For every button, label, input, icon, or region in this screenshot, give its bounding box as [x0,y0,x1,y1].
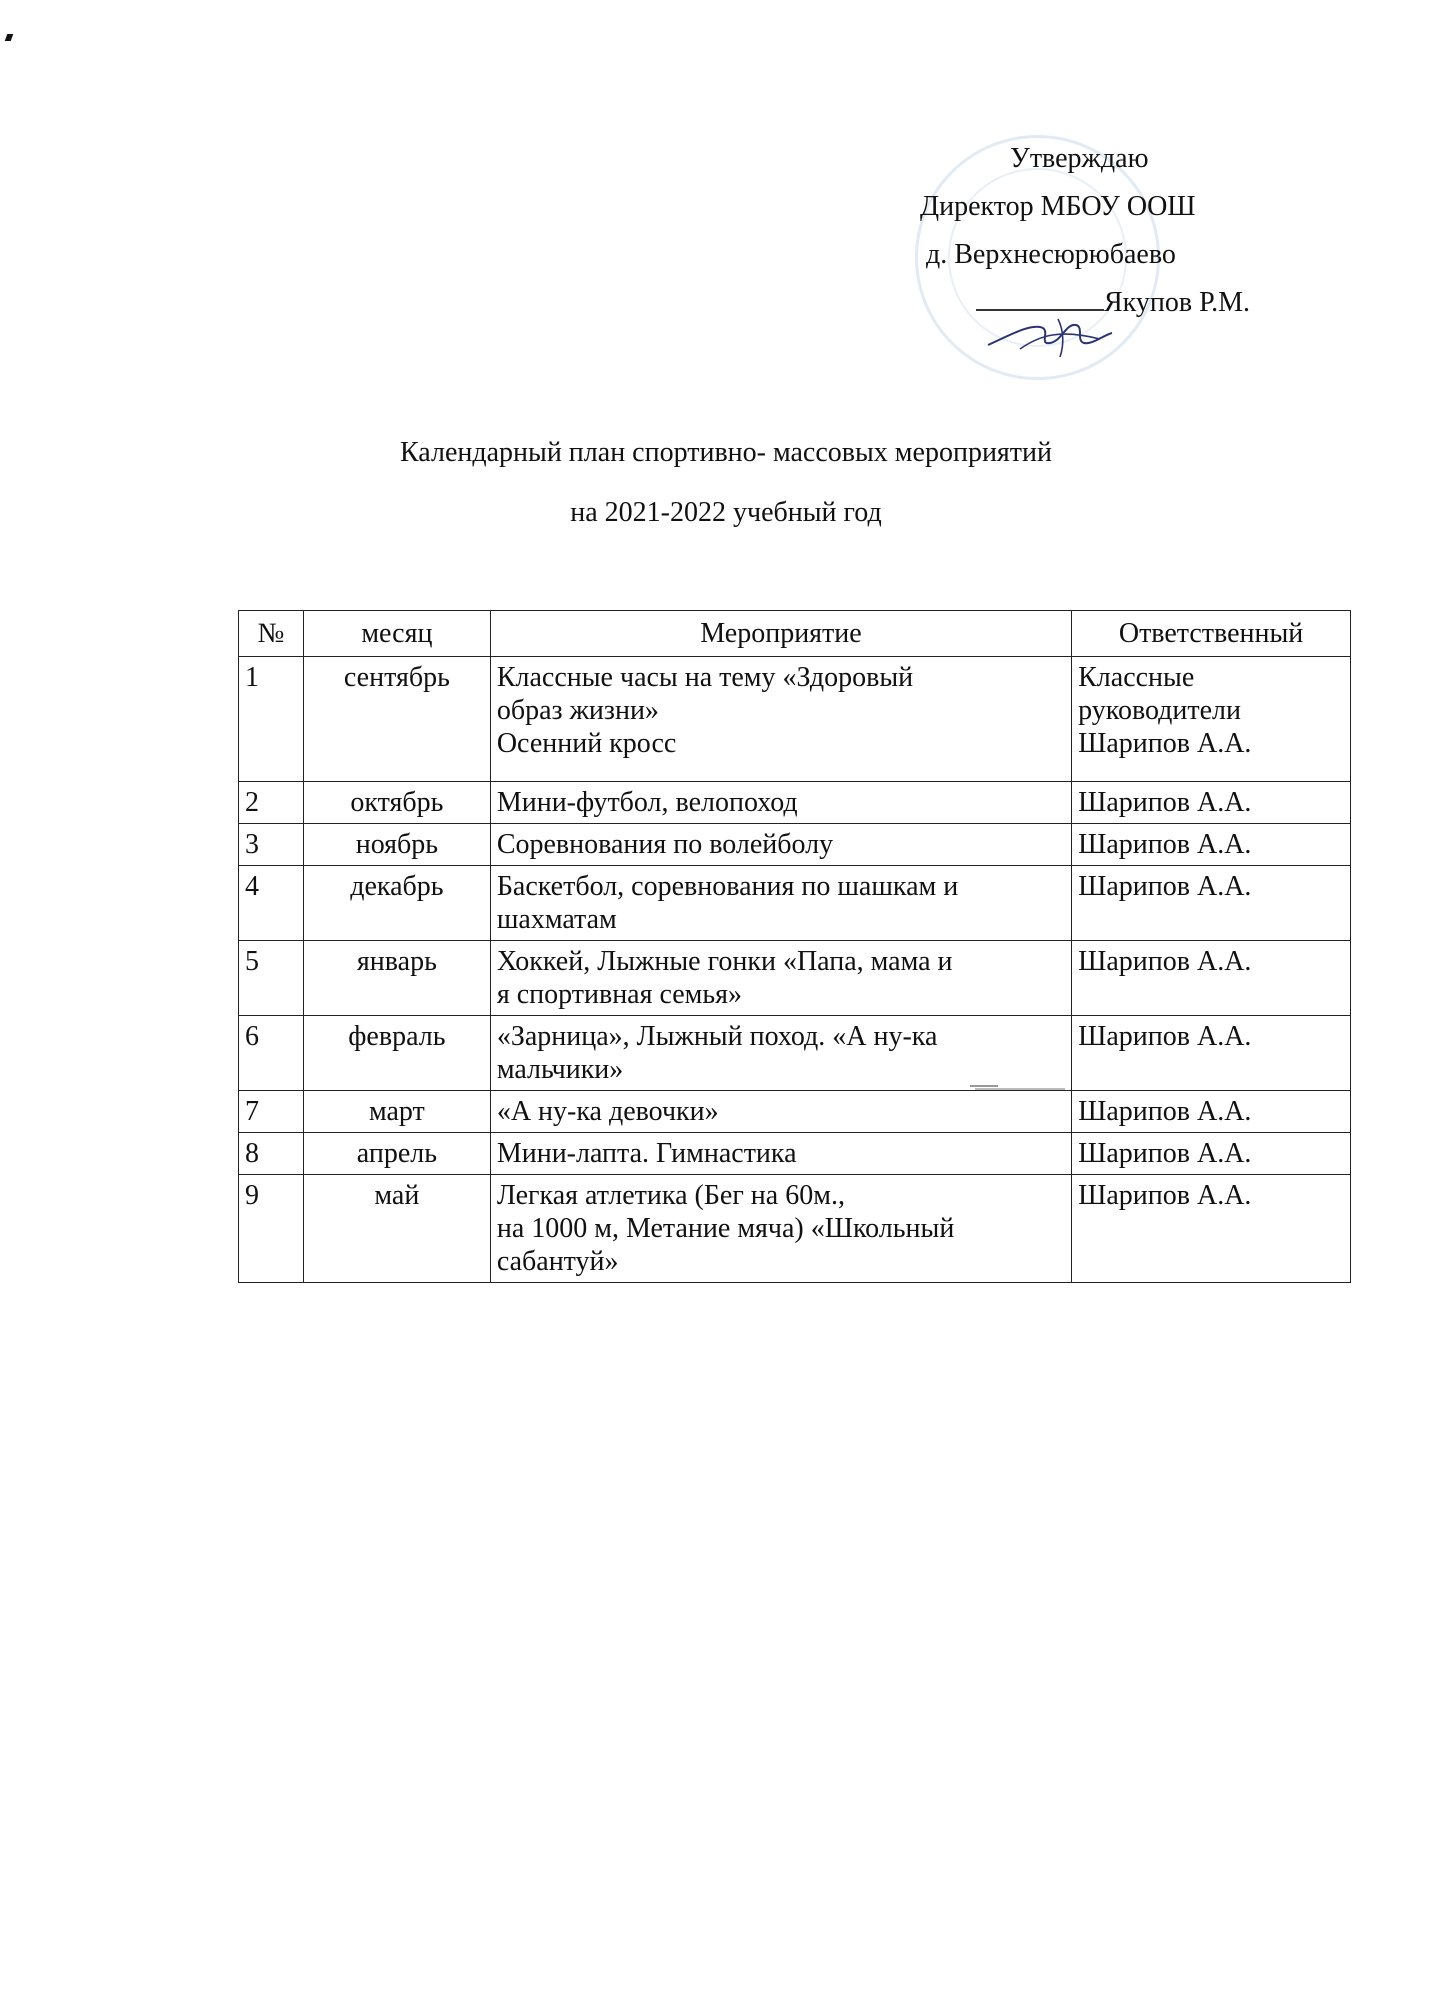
cell-num: 9 [239,1175,304,1283]
cell-event: Баскетбол, соревнования по шашкам и шахматам [490,866,1071,941]
cell-responsible: Шарипов А.А. [1072,941,1351,1016]
cell-num: 3 [239,824,304,866]
cell-event: Классные часы на тему «Здоровый образ жизни» Осенний кросс [490,657,1071,782]
cell-event: «А ну-ка девочки» [490,1091,1071,1133]
cell-month: октябрь [303,782,490,824]
cell-responsible: Шарипов А.А. [1072,1175,1351,1283]
events-table [238,610,1351,1283]
table-row [239,1016,1351,1091]
scan-speck [970,1085,998,1087]
cell-event: Соревнования по волейболу [490,824,1071,866]
cell-responsible: Шарипов А.А. [1072,1091,1351,1133]
cell-month: декабрь [303,866,490,941]
cell-event: Мини-футбол, велопоход [490,782,1071,824]
header-responsible: Ответственный [1072,611,1351,657]
document-subtitle: на 2021-2022 учебный год [570,497,882,528]
cell-num: 4 [239,866,304,941]
table-header-row [239,611,1351,657]
table-row [239,941,1351,1016]
cell-month: май [303,1175,490,1283]
table-row [239,824,1351,866]
approval-location: д. Верхнесюрюбаево [926,239,1176,270]
approval-heading: Утверждаю [1010,143,1149,174]
cell-month: март [303,1091,490,1133]
cell-num: 6 [239,1016,304,1091]
table-row [239,1133,1351,1175]
table-row [239,657,1351,782]
cell-num: 2 [239,782,304,824]
cell-month: апрель [303,1133,490,1175]
cell-event: Легкая атлетика (Бег на 60м., на 1000 м, Метание мяча) «Школьный сабантуй» [490,1175,1071,1283]
cell-num: 5 [239,941,304,1016]
approval-signer: Якупов Р.М. [1104,287,1251,318]
header-num: № [239,611,304,657]
cell-event: «Зарница», Лыжный поход. «А ну-ка мальчики» [490,1016,1071,1091]
cell-responsible: Шарипов А.А. [1072,866,1351,941]
table-row [239,1175,1351,1283]
cell-month: ноябрь [303,824,490,866]
cell-responsible: Шарипов А.А. [1072,1016,1351,1091]
cell-num: 7 [239,1091,304,1133]
signature-handwritten [980,305,1120,365]
table-row [239,782,1351,824]
cell-responsible: Шарипов А.А. [1072,824,1351,866]
header-event: Мероприятие [490,611,1071,657]
header-month: месяц [303,611,490,657]
cell-month: февраль [303,1016,490,1091]
document-title: Календарный план спортивно- массовых мероприятий [399,437,1053,468]
cell-num: 8 [239,1133,304,1175]
cell-responsible: Шарипов А.А. [1072,1133,1351,1175]
cell-month: январь [303,941,490,1016]
approval-position: Директор МБОУ ООШ [920,191,1196,222]
cell-responsible: Классные руководители Шарипов А.А. [1072,657,1351,782]
scan-corner-mark [5,34,14,41]
cell-event: Мини-лапта. Гимнастика [490,1133,1071,1175]
approval-block [900,135,1320,327]
scan-speck [975,1088,1065,1090]
cell-event: Хоккей, Лыжные гонки «Папа, мама и я спортивная семья» [490,941,1071,1016]
cell-month: сентябрь [303,657,490,782]
cell-responsible: Шарипов А.А. [1072,782,1351,824]
table-row [239,1091,1351,1133]
table-row [239,866,1351,941]
cell-num: 1 [239,657,304,782]
